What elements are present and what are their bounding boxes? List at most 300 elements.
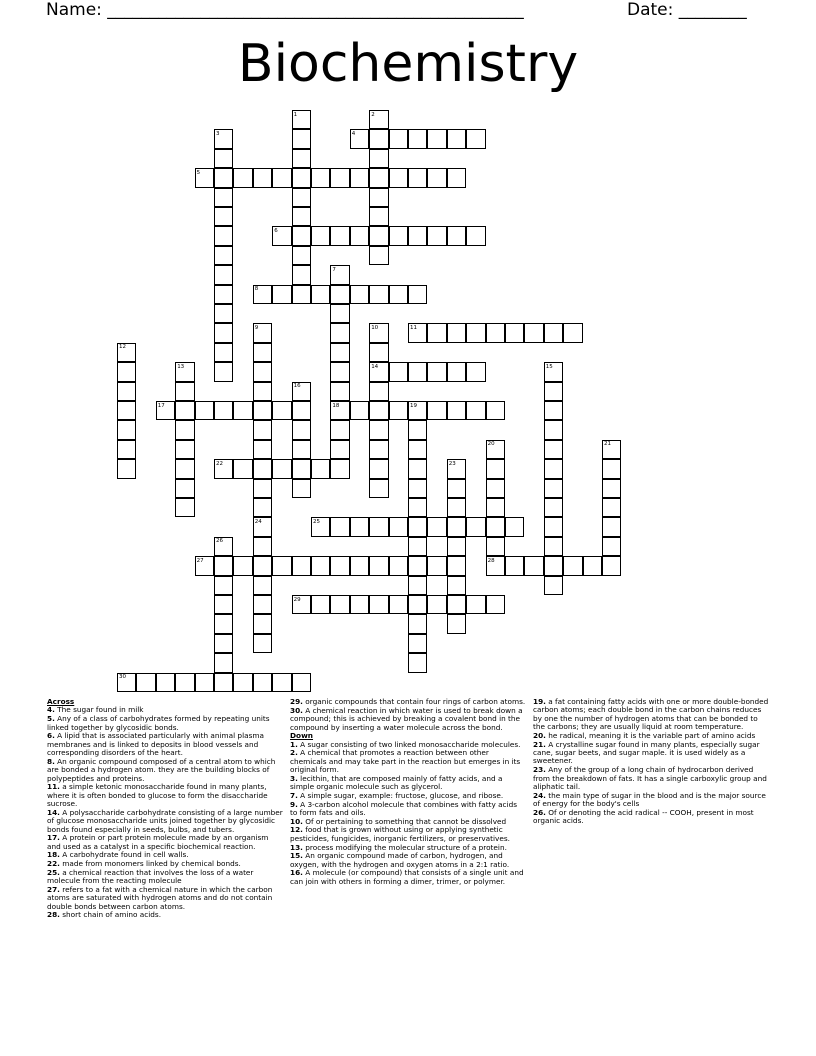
crossword-cell[interactable] (486, 401, 505, 420)
clue-item (533, 698, 769, 732)
crossword-cell[interactable] (330, 556, 349, 575)
crossword-cell[interactable] (292, 149, 311, 168)
crossword-cell[interactable] (330, 362, 349, 381)
clue-item (290, 707, 526, 732)
crossword-cell[interactable] (292, 459, 311, 478)
crossword-cell[interactable] (292, 246, 311, 265)
clue-item (290, 826, 526, 843)
clue-item-number: 1. (290, 739, 298, 749)
crossword-cell[interactable] (292, 188, 311, 207)
crossword-cell[interactable] (486, 595, 505, 614)
clue-number: 12 (119, 344, 126, 351)
clue-number: 15 (545, 363, 553, 370)
crossword-cell[interactable] (292, 265, 311, 284)
crossword-cell[interactable] (233, 556, 252, 575)
crossword-cell[interactable] (602, 517, 621, 536)
clue-number: 10 (371, 324, 379, 331)
crossword-cell[interactable] (447, 129, 466, 148)
crossword-cell[interactable] (292, 673, 311, 692)
crossword-cell[interactable] (408, 517, 427, 536)
clue-number: 6 (274, 227, 278, 234)
crossword-cell[interactable] (486, 537, 505, 556)
clue-item (533, 792, 769, 809)
crossword-cell[interactable] (389, 556, 408, 575)
crossword-cell[interactable] (214, 362, 233, 381)
crossword-cell[interactable] (369, 440, 388, 459)
crossword-cell[interactable] (350, 556, 369, 575)
crossword-cell[interactable] (253, 420, 272, 439)
crossword-cell[interactable] (389, 362, 408, 381)
crossword-cell[interactable] (253, 556, 272, 575)
crossword-cell[interactable] (214, 614, 233, 633)
crossword-cell[interactable] (544, 382, 563, 401)
crossword-cell[interactable] (272, 285, 291, 304)
crossword-cell[interactable] (350, 595, 369, 614)
crossword-cell[interactable] (330, 459, 349, 478)
crossword-cell[interactable] (175, 440, 194, 459)
crossword-cell[interactable] (369, 517, 388, 536)
crossword-cell[interactable] (330, 440, 349, 459)
clue-number: 29 (293, 596, 301, 603)
crossword-cell[interactable] (447, 614, 466, 633)
crossword-cell[interactable] (427, 129, 446, 148)
crossword-cell[interactable] (544, 323, 563, 342)
crossword-cell[interactable] (389, 129, 408, 148)
crossword-cell[interactable] (505, 517, 524, 536)
crossword-cell[interactable] (214, 226, 233, 245)
crossword-cell[interactable] (311, 459, 330, 478)
crossword-cell[interactable] (563, 323, 582, 342)
crossword-cell[interactable] (544, 537, 563, 556)
clue-item-text: Any of the group of a long chain of hydrocarbon derived from the breakdown of fats. It has a single carboxylic group and aliphatic tail. (533, 765, 767, 791)
crossword-cell[interactable] (408, 479, 427, 498)
clue-item-number: 30. (290, 705, 303, 715)
crossword-cell[interactable] (253, 595, 272, 614)
clue-item-text: A polysaccharide carbohydrate consisting of a large number of glucose monosaccharide units joined together by glycosidic bonds found especially in seeds, bulbs, and tubers. (47, 807, 283, 834)
clue-item-text: A carbohydrate found in cell walls. (59, 850, 189, 860)
crossword-cell[interactable] (175, 382, 194, 401)
crossword-cell[interactable] (330, 226, 349, 245)
clue-item (47, 809, 283, 834)
crossword-cell[interactable] (369, 401, 388, 420)
crossword-cell[interactable] (389, 517, 408, 536)
crossword-cell[interactable] (408, 420, 427, 439)
crossword-cell[interactable] (427, 226, 446, 245)
crossword-cell[interactable] (369, 382, 388, 401)
clue-item-text: An organic compound composed of a central atom to which are bonded a hydrogen atom. they are the building blocks of polypeptides and proteins. (47, 756, 276, 783)
crossword-cell[interactable] (214, 401, 233, 420)
clue-number: 26 (216, 538, 223, 545)
crossword-cell[interactable] (175, 401, 194, 420)
crossword-cell[interactable] (233, 673, 252, 692)
crossword-cell[interactable] (272, 401, 291, 420)
crossword-cell[interactable] (369, 188, 388, 207)
crossword-cell[interactable] (330, 304, 349, 323)
crossword-cell[interactable] (330, 595, 349, 614)
crossword-cell[interactable] (544, 498, 563, 517)
crossword-cell[interactable] (505, 556, 524, 575)
crossword-cell[interactable] (292, 440, 311, 459)
page-title: Biochemistry (237, 34, 579, 94)
crossword-cell[interactable] (214, 343, 233, 362)
crossword-cell[interactable] (233, 168, 252, 187)
clue-item-text: The sugar found in milk (54, 705, 144, 715)
clue-number: 25 (313, 518, 320, 525)
crossword-cell[interactable] (544, 401, 563, 420)
crossword-cell[interactable] (447, 323, 466, 342)
crossword-cell[interactable] (544, 576, 563, 595)
clue-number: 18 (332, 402, 340, 409)
crossword-cell[interactable] (389, 226, 408, 245)
clue-item-text: a simple ketonic monosaccharide found in many plants, where it is often bonded to glucose to form the disaccharide sucrose. (47, 782, 268, 809)
crossword-cell[interactable] (117, 401, 136, 420)
crossword-cell[interactable] (505, 323, 524, 342)
crossword-cell[interactable] (253, 479, 272, 498)
clue-item-text: Of or denoting the acid radical -- COOH, present in most organic acids. (533, 807, 754, 826)
crossword-cell[interactable] (253, 614, 272, 633)
crossword-cell[interactable] (408, 168, 427, 187)
crossword-cell[interactable] (214, 595, 233, 614)
crossword-cell[interactable] (408, 440, 427, 459)
crossword-cell[interactable] (253, 673, 272, 692)
crossword-cell[interactable] (369, 459, 388, 478)
crossword-cell[interactable] (466, 362, 485, 381)
clue-number: 11 (410, 324, 417, 331)
clue-item-number: 2. (290, 748, 298, 758)
crossword-cell[interactable] (427, 323, 446, 342)
clue-item-number: 6. (47, 731, 55, 741)
crossword-cell[interactable] (117, 382, 136, 401)
crossword-cell[interactable] (214, 304, 233, 323)
crossword-cell[interactable] (427, 401, 446, 420)
clue-item-number: 9. (290, 799, 298, 809)
crossword-cell[interactable] (311, 168, 330, 187)
clue-item-text: Of or pertaining to something that cannot be dissolved (302, 816, 507, 826)
crossword-cell[interactable] (544, 459, 563, 478)
crossword-cell[interactable] (292, 129, 311, 148)
crossword-cell[interactable] (175, 459, 194, 478)
crossword-cell[interactable] (408, 634, 427, 653)
clue-number: 13 (177, 363, 185, 370)
crossword-cell[interactable] (602, 556, 621, 575)
crossword-cell[interactable] (369, 479, 388, 498)
crossword-cell[interactable] (214, 653, 233, 672)
crossword-cell[interactable] (214, 265, 233, 284)
crossword-cell[interactable] (369, 149, 388, 168)
clue-item (533, 741, 769, 766)
crossword-cell[interactable] (447, 537, 466, 556)
crossword-cell[interactable] (272, 459, 291, 478)
crossword-cell[interactable] (330, 343, 349, 362)
clue-number: 5 (196, 169, 201, 176)
crossword-cell[interactable] (544, 517, 563, 536)
crossword-cell[interactable] (544, 440, 563, 459)
clue-number: 9 (254, 324, 259, 331)
crossword-cell[interactable] (214, 246, 233, 265)
clues-column-1 (47, 698, 283, 920)
crossword-cell[interactable] (117, 420, 136, 439)
crossword-cell[interactable] (195, 401, 214, 420)
clue-item-number: 10. (290, 816, 303, 826)
crossword-cell[interactable] (408, 498, 427, 517)
clue-item-text: A molecule (or compound) that consists of a single unit and can join with others in forming a dimer, trimer, or polymer. (290, 868, 524, 886)
crossword-cell[interactable] (311, 226, 330, 245)
crossword-cell[interactable] (466, 401, 485, 420)
clue-item-text: lecithin, that are composed mainly of fatty acids, and a simple organic molecule such as glycerol. (290, 773, 503, 792)
crossword-cell[interactable] (272, 673, 291, 692)
crossword-cell[interactable] (214, 188, 233, 207)
clue-item-number: 19. (533, 697, 546, 706)
crossword-cell[interactable] (253, 401, 272, 420)
across-heading: Across (47, 697, 75, 706)
clue-item-number: 8. (47, 756, 55, 766)
crossword-cell[interactable] (602, 498, 621, 517)
crossword-cell[interactable] (466, 517, 485, 536)
crossword-cell[interactable] (369, 420, 388, 439)
clue-item-number: 18. (47, 850, 60, 860)
clue-number: 1 (293, 111, 298, 118)
clue-item-text: short chain of amino acids. (59, 910, 162, 920)
crossword-cell[interactable] (253, 537, 272, 556)
crossword-cell[interactable] (369, 226, 388, 245)
crossword-cell[interactable] (117, 362, 136, 381)
clue-item (290, 775, 526, 792)
clue-item-text: A 3-carbon alcohol molecule that combines with fatty acids to form fats and oils. (290, 799, 518, 818)
crossword-cell[interactable] (214, 323, 233, 342)
clue-item (47, 911, 283, 919)
crossword-cell[interactable] (253, 343, 272, 362)
crossword-cell[interactable] (292, 401, 311, 420)
crossword-cell[interactable] (253, 168, 272, 187)
crossword-cell[interactable] (214, 576, 233, 595)
crossword-cell[interactable] (214, 673, 233, 692)
clue-item-number: 12. (290, 825, 303, 835)
clue-item (47, 732, 283, 757)
crossword-cell[interactable] (369, 129, 388, 148)
crossword-cell[interactable] (447, 498, 466, 517)
crossword-cell[interactable] (427, 168, 446, 187)
crossword-cell[interactable] (330, 323, 349, 342)
crossword-cell[interactable] (253, 440, 272, 459)
crossword-cell[interactable] (195, 673, 214, 692)
clue-item-number: 16. (290, 868, 303, 878)
crossword-cell[interactable] (350, 226, 369, 245)
clue-item-text: a chemical reaction that involves the loss of a water molecule from the reacting molecule (47, 867, 254, 886)
crossword-cell[interactable] (466, 129, 485, 148)
crossword-cell[interactable] (253, 459, 272, 478)
crossword-cell[interactable] (408, 537, 427, 556)
crossword-cell[interactable] (330, 517, 349, 536)
clue-item-number: 4. (47, 705, 55, 715)
crossword-cell[interactable] (408, 595, 427, 614)
crossword-cell[interactable] (292, 479, 311, 498)
clue-item-number: 25. (47, 867, 60, 877)
clue-item-number: 15. (290, 851, 303, 861)
crossword-cell[interactable] (447, 362, 466, 381)
crossword-cell[interactable] (233, 459, 252, 478)
clue-item-text: a fat containing fatty acids with one or more double-bonded carbon atoms; each double bond in the carbon chains reduces by one the number of hydrogen atoms that can be bonded to the carbons; they are usually liquid at room temperature. (533, 697, 769, 732)
crossword-cell[interactable] (466, 226, 485, 245)
clue-number: 20 (487, 441, 495, 448)
crossword-cell[interactable] (350, 517, 369, 536)
clue-item-text: the main type of sugar in the blood and is the major source of energy for the body's cells (533, 790, 766, 809)
crossword-cell[interactable] (427, 595, 446, 614)
crossword-cell[interactable] (408, 226, 427, 245)
crossword-cell[interactable] (408, 459, 427, 478)
clue-item-text: refers to a fat with a chemical nature in which the carbon atoms are saturated with hydrogen atoms and do not contain double bonds between carbon atoms. (47, 884, 273, 911)
crossword-cell[interactable] (602, 479, 621, 498)
crossword-cell[interactable] (447, 556, 466, 575)
crossword-cell[interactable] (214, 168, 233, 187)
crossword-cell[interactable] (369, 285, 388, 304)
crossword-cell[interactable] (311, 285, 330, 304)
crossword-cell[interactable] (253, 382, 272, 401)
crossword-cell[interactable] (408, 285, 427, 304)
clue-item-text: A chemical that promotes a reaction between other chemicals and may take part in the reaction but emerges in its original form. (290, 748, 521, 775)
clue-number: 8 (254, 286, 259, 293)
crossword-cell[interactable] (330, 382, 349, 401)
crossword-cell[interactable] (486, 479, 505, 498)
clue-number: 17 (157, 402, 165, 409)
crossword-cell[interactable] (408, 129, 427, 148)
crossword-cell[interactable] (117, 440, 136, 459)
crossword-cell[interactable] (214, 556, 233, 575)
clue-item-text: A protein or part protein molecule made by an organism and used as a catalyst in a specific biochemical reaction. (47, 833, 269, 851)
crossword-cell[interactable] (175, 479, 194, 498)
crossword-cell[interactable] (292, 420, 311, 439)
crossword-cell[interactable] (214, 207, 233, 226)
crossword-cell[interactable] (544, 420, 563, 439)
crossword-cell[interactable] (253, 576, 272, 595)
crossword-cell[interactable] (524, 556, 543, 575)
crossword-cell[interactable] (408, 614, 427, 633)
crossword-cell[interactable] (524, 323, 543, 342)
crossword-cell[interactable] (369, 556, 388, 575)
crossword-cell[interactable] (175, 420, 194, 439)
crossword-cell[interactable] (253, 634, 272, 653)
crossword-cell[interactable] (292, 226, 311, 245)
clue-item (47, 715, 283, 732)
crossword-cell[interactable] (466, 595, 485, 614)
clue-item (533, 809, 769, 826)
crossword-cell[interactable] (272, 168, 291, 187)
crossword-cell[interactable] (447, 576, 466, 595)
crossword-cell[interactable] (544, 556, 563, 575)
crossword-cell[interactable] (408, 653, 427, 672)
clue-item-text: A simple sugar, example: fructose, glucose, and ribose. (297, 790, 504, 800)
crossword-cell[interactable] (350, 401, 369, 420)
crossword-cell[interactable] (311, 556, 330, 575)
crossword-cell[interactable] (544, 479, 563, 498)
crossword-cell[interactable] (389, 168, 408, 187)
crossword-cell[interactable] (369, 246, 388, 265)
clue-number: 22 (216, 460, 223, 467)
clue-item-number: 3. (290, 773, 298, 783)
clue-number: 16 (293, 383, 301, 390)
crossword-cell[interactable] (447, 517, 466, 536)
clue-item-text: organic compounds that contain four rings of carbon atoms. (302, 697, 526, 706)
crossword-cell[interactable] (330, 168, 349, 187)
crossword-cell[interactable] (486, 517, 505, 536)
crossword-cell[interactable] (350, 168, 369, 187)
crossword-cell[interactable] (175, 498, 194, 517)
crossword-cell[interactable] (408, 362, 427, 381)
crossword-cell[interactable] (408, 576, 427, 595)
crossword-cell[interactable] (156, 673, 175, 692)
clues-column-3 (533, 698, 769, 826)
crossword-cell[interactable] (233, 401, 252, 420)
clue-item (533, 766, 769, 791)
crossword-cell[interactable] (292, 285, 311, 304)
crossword-cell[interactable] (292, 207, 311, 226)
crossword-cell[interactable] (447, 168, 466, 187)
crossword-cell[interactable] (214, 149, 233, 168)
crossword-cell[interactable] (369, 595, 388, 614)
crossword-cell[interactable] (117, 459, 136, 478)
crossword-cell[interactable] (447, 479, 466, 498)
crossword-cell[interactable] (583, 556, 602, 575)
clue-item-number: 17. (47, 833, 60, 843)
crossword-cell[interactable] (253, 362, 272, 381)
crossword-cell[interactable] (602, 459, 621, 478)
crossword-cell[interactable] (369, 168, 388, 187)
crossword-cell[interactable] (175, 673, 194, 692)
crossword-cell[interactable] (292, 556, 311, 575)
crossword-cell[interactable] (350, 285, 369, 304)
clue-item-number: 26. (533, 807, 546, 817)
crossword-cell[interactable] (389, 285, 408, 304)
crossword-cell[interactable] (330, 420, 349, 439)
clue-item-number: 28. (47, 910, 60, 920)
crossword-cell[interactable] (389, 401, 408, 420)
crossword-cell[interactable] (486, 323, 505, 342)
crossword-cell[interactable] (369, 343, 388, 362)
crossword-cell[interactable] (486, 459, 505, 478)
crossword-cell[interactable] (214, 634, 233, 653)
crossword-cell[interactable] (427, 362, 446, 381)
crossword-cell[interactable] (292, 168, 311, 187)
crossword-cell[interactable] (427, 556, 446, 575)
crossword-cell[interactable] (466, 323, 485, 342)
crossword-cell[interactable] (602, 537, 621, 556)
crossword-cell[interactable] (369, 207, 388, 226)
crossword-cell[interactable] (447, 226, 466, 245)
crossword-cell[interactable] (311, 595, 330, 614)
crossword-cell[interactable] (253, 498, 272, 517)
crossword-cell[interactable] (214, 285, 233, 304)
crossword-cell[interactable] (447, 401, 466, 420)
crossword-cell[interactable] (427, 517, 446, 536)
clue-number: 27 (196, 557, 204, 564)
clue-item (290, 749, 526, 774)
crossword-cell[interactable] (330, 285, 349, 304)
clue-number: 3 (216, 130, 220, 137)
crossword-cell[interactable] (272, 556, 291, 575)
crossword-cell[interactable] (486, 498, 505, 517)
clue-item-number: 23. (533, 765, 546, 775)
crossword-cell[interactable] (563, 556, 582, 575)
clue-item-number: 27. (47, 884, 60, 894)
crossword-cell[interactable] (136, 673, 155, 692)
crossword-cell[interactable] (447, 595, 466, 614)
crossword-cell[interactable] (408, 556, 427, 575)
crossword-cell[interactable] (389, 595, 408, 614)
clue-item-number: 13. (290, 842, 303, 852)
date-field-label: Date: ________ (627, 0, 747, 20)
clue-item-text: A sugar consisting of two linked monosaccharide molecules. (297, 739, 521, 749)
clue-item-text: he radical, meaning it is the variable part of amino acids (545, 730, 756, 740)
clue-item-number: 11. (47, 782, 60, 792)
